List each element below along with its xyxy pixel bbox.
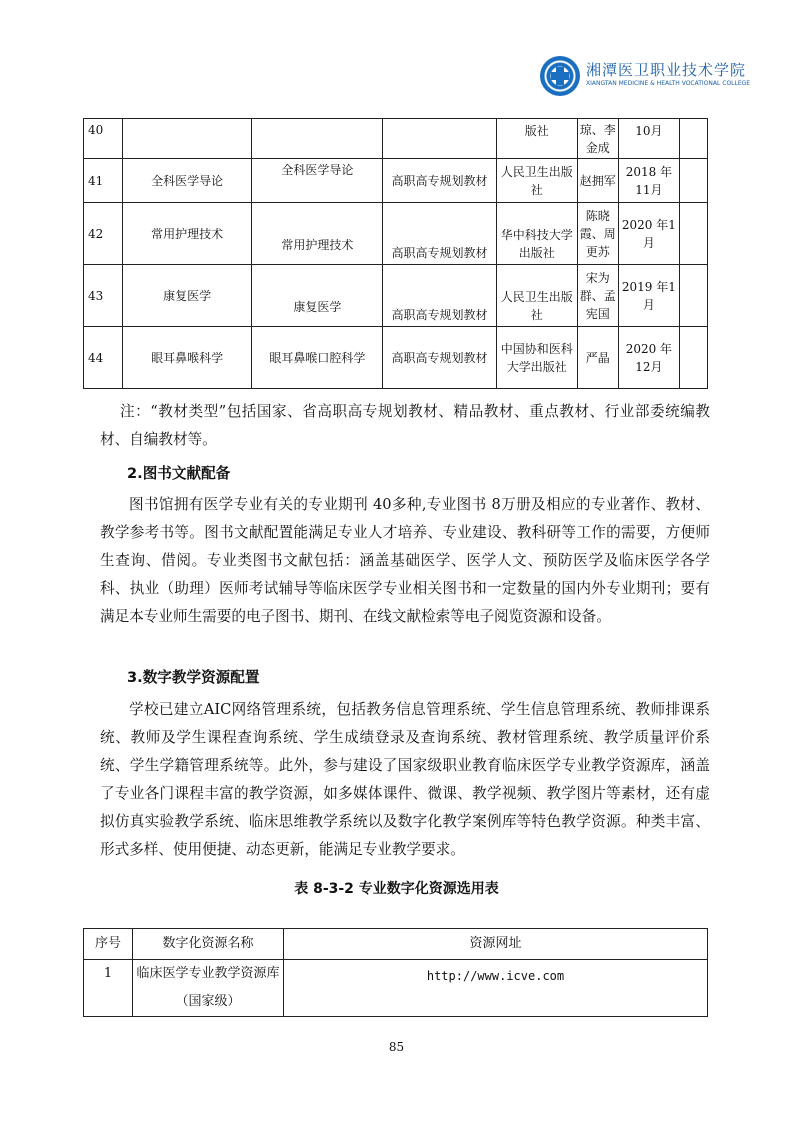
author: 琼、李金成 bbox=[577, 119, 618, 159]
publisher: 中国协和医科大学出版社 bbox=[496, 327, 577, 389]
table-row bbox=[84, 960, 708, 1017]
section-heading-library: 2.图书文献配备 bbox=[127, 465, 231, 482]
table-row bbox=[84, 265, 708, 327]
book-type: 高职高专规划教材 bbox=[383, 159, 496, 203]
book-name: 全科医学导论 bbox=[252, 159, 383, 203]
book-name: 眼耳鼻喉口腔科学 bbox=[252, 327, 383, 389]
publish-date: 10月 bbox=[618, 119, 679, 159]
section-body-library: 图书馆拥有医学专业有关的专业期刊 40多种,专业图书 8万册及相应的专业著作、教材、教学参考书等。图书文献配置能满足专业人才培养、专业建设、教科研等工作的需要，方便师生查询、借阅。专业类图书文献包括：涵盖基础医学、医学人文、预防医学及临床医学各学科、执业（助理）医师考试辅导等临床医学专业相关图书和一定数量的国内外专业期刊；要有满足本专业师生需要的电子图书、期刊、在线文献检索等电子阅览资源和设备。 bbox=[100, 496, 710, 625]
row-number: 41 bbox=[84, 159, 123, 203]
book-type: 高职高专规划教材 bbox=[383, 265, 496, 327]
publisher: 版社 bbox=[496, 119, 577, 159]
row-number: 44 bbox=[84, 327, 123, 389]
resource-table bbox=[83, 928, 708, 1017]
book-type: 高职高专规划教材 bbox=[383, 203, 496, 265]
publish-date: 2018 年11月 bbox=[618, 159, 679, 203]
empty-cell bbox=[679, 265, 707, 327]
author: 宋为群、孟宪国 bbox=[577, 265, 618, 327]
textbook-table bbox=[83, 118, 708, 389]
course-name: 眼耳鼻喉科学 bbox=[123, 327, 252, 389]
header-resource-url: 资源网址 bbox=[284, 929, 708, 960]
publish-date: 2020 年1月 bbox=[618, 203, 679, 265]
author: 陈晓霞、周更苏 bbox=[577, 203, 618, 265]
row-number: 43 bbox=[84, 265, 123, 327]
section-heading-digital: 3.数字教学资源配置 bbox=[127, 669, 260, 686]
header-resource-name: 数字化资源名称 bbox=[133, 929, 284, 960]
header-number: 序号 bbox=[84, 929, 133, 960]
page-number: 85 bbox=[388, 1040, 405, 1054]
row-number: 40 bbox=[84, 119, 123, 159]
book-type bbox=[383, 119, 496, 159]
book-name bbox=[252, 119, 383, 159]
section-body-digital: 学校已建立AIC网络管理系统，包括教务信息管理系统、学生信息管理系统、教师排课系统、教师及学生课程查询系统、学生成绩登录及查询系统、教材管理系统、教学质量评价系统、学生学籍管理系统等。此外，参与建设了国家级职业教育临床医学专业教学资源库，涵盖了专业各门课程丰富的教学资源，如多媒体课件、微课、教学视频、教学图片等素材，还有虚拟仿真实验教学系统、临床思维教学系统以及数字化教学案例库等特色教学资源。种类丰富、形式多样、使用便捷、动态更新，能满足专业教学要求。 bbox=[100, 701, 710, 858]
publisher: 华中科技大学出版社 bbox=[496, 203, 577, 265]
table-row bbox=[84, 159, 708, 203]
course-name bbox=[123, 119, 252, 159]
table-header-row bbox=[84, 929, 708, 960]
school-name-cn: 湘潭医卫职业技术学院 bbox=[586, 61, 747, 79]
table-note: 注：“教材类型”包括国家、省高职高专规划教材、精品教材、重点教材、行业部委统编教材、自编教材等。 bbox=[100, 403, 710, 448]
publish-date: 2019 年1月 bbox=[618, 265, 679, 327]
table-row bbox=[84, 203, 708, 265]
table-row bbox=[84, 327, 708, 389]
table-caption: 表 8-3-2 专业数字化资源选用表 bbox=[294, 881, 499, 897]
row-number: 42 bbox=[84, 203, 123, 265]
course-name: 常用护理技术 bbox=[123, 203, 252, 265]
table-row bbox=[84, 119, 708, 159]
book-type: 高职高专规划教材 bbox=[383, 327, 496, 389]
resource-name: 临床医学专业教学资源库（国家级） bbox=[133, 960, 284, 1017]
empty-cell bbox=[679, 203, 707, 265]
course-name: 全科医学导论 bbox=[123, 159, 252, 203]
school-emblem-icon bbox=[540, 56, 580, 96]
publisher: 人民卫生出版社 bbox=[496, 159, 577, 203]
book-name: 常用护理技术 bbox=[252, 203, 383, 265]
school-name-en: XIANGTAN MEDICINE & HEALTH VOCATIONAL COLLEGE bbox=[586, 80, 751, 87]
resource-url: http://www.icve.com bbox=[284, 960, 708, 1017]
empty-cell bbox=[679, 327, 707, 389]
row-number: 1 bbox=[84, 960, 133, 1017]
publisher: 人民卫生出版社 bbox=[496, 265, 577, 327]
course-name: 康复医学 bbox=[123, 265, 252, 327]
empty-cell bbox=[679, 119, 707, 159]
book-name: 康复医学 bbox=[252, 265, 383, 327]
school-logo bbox=[540, 56, 751, 98]
author: 赵拥军 bbox=[577, 159, 618, 203]
empty-cell bbox=[679, 159, 707, 203]
author: 严晶 bbox=[577, 327, 618, 389]
publish-date: 2020 年12月 bbox=[618, 327, 679, 389]
